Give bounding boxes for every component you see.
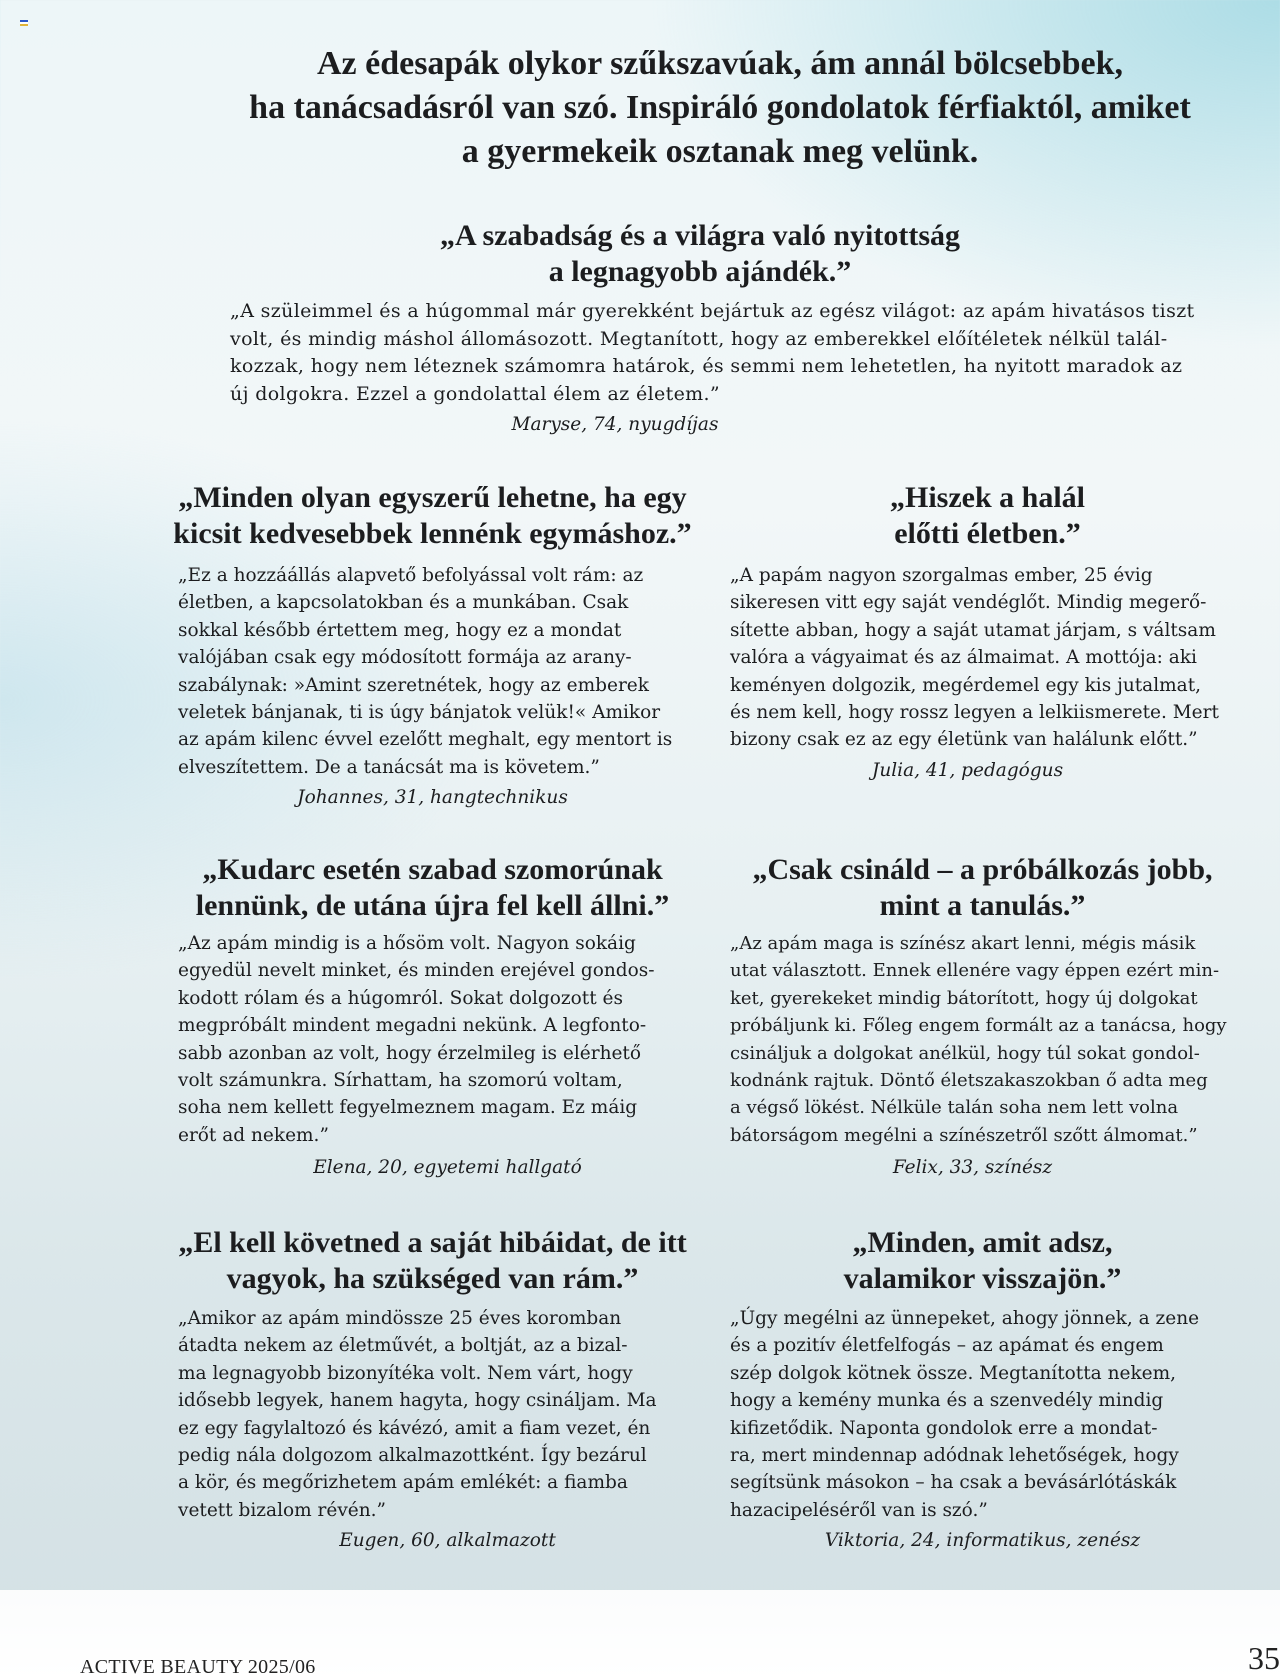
quote-elena [160,852,705,1178]
quote-body [230,298,1230,408]
quote-signature: Elena, 20, egyetemi hallgató [313,1157,582,1179]
body-line: a kör, és megőrizhetem apám emlékét: a fiamba [178,1472,628,1494]
flag-stripe-yellow [20,24,28,26]
body-line: „Amikor az apám mindössze 25 éves koromban [178,1308,622,1329]
quote-signature: Eugen, 60, alkalmazott [339,1530,556,1552]
quote-heading-line: előtti életben.” [894,517,1081,550]
body-line: utat választott. Ennek ellenére vagy éppen ezért min- [730,960,1220,982]
body-line: sítette abban, hogy a saját utamat járjam, s váltsam [730,619,1216,641]
color-flag-icon [20,20,28,26]
body-line: „Az apám maga is színész akart lenni, mégis másik [730,933,1196,954]
quote-signature: Julia, 41, pedagógus [871,759,1064,781]
quote-heading-line: a legnagyobb ajándék.” [548,255,852,288]
quote-signature: Felix, 33, színész [892,1157,1053,1179]
quote-heading-line: „A szabadság és a világra való nyitottság [439,219,961,252]
quote-body [730,930,1255,1149]
body-line: hazacipeléséről van is szó.” [730,1499,988,1521]
quote-heading-line: lennünk, de utána újra fel kell állni.” [195,889,670,922]
quote-heading-line: kicsit kedvesebbek lennénk egymáshoz.” [173,517,692,550]
body-line: próbáljunk ki. Főleg engem formált az a tanácsa, hogy [730,1015,1227,1037]
quote-heading-line: vagyok, ha szükséged van rám.” [226,1262,639,1295]
quote-heading [730,480,1245,552]
body-line: segítsünk másokon – ha csak a bevásárlótáskák [730,1472,1177,1494]
body-line: szabálynak: »Amint szeretnétek, hogy az emberek [178,674,649,696]
quote-body [178,930,705,1149]
quote-body [730,562,1245,754]
body-line: kodott rólam és a húgomról. Sokat dolgozott és [178,987,623,1009]
intro-line: a gyermekeik osztanak meg velünk. [461,133,979,170]
intro-line: Az édesapák olykor szűkszavúak, ám annál bölcsebbek, [316,45,1124,82]
quote-body [730,1305,1255,1524]
body-line: bizony csak ez az egy életünk van halálunk előtt.” [730,729,1198,751]
quote-signature: Johannes, 31, hangtechnikus [297,787,568,809]
body-line: és nem kell, hogy rossz legyen a lelkiismerete. Mert [730,702,1219,724]
body-line: sikeresen vitt egy saját vendéglőt. Mindig megerő- [730,592,1207,614]
body-line: ez egy fagylaltozó és kávézó, amit a fiam vezet, én [178,1417,651,1439]
quote-signature: Maryse, 74, nyugdíjas [511,414,719,435]
quote-felix [730,852,1255,1178]
quote-viktoria [730,1225,1255,1551]
body-line: egyedül nevelt minket, és minden erejével gondos- [178,960,655,982]
quote-heading [160,480,705,552]
body-line: valóra a vágyaimat és az álmaimat. A mottója: aki [730,647,1197,669]
magazine-issue: ACTIVE BEAUTY 2025/06 [80,1656,316,1678]
quote-heading [710,852,1255,924]
body-line: soha nem kellett fegyelmeznem magam. Ez máig [178,1097,638,1119]
body-line: ra, mert mindennap adódnak lehetőségek, hogy [730,1445,1179,1467]
quote-heading [170,218,1230,290]
body-line: csináljuk a dolgokat anélkül, hogy túl sokat gondol- [730,1042,1200,1064]
body-line: „Az apám mindig is a hősöm volt. Nagyon sokáig [178,933,636,954]
body-line: elveszítettem. De a tanácsát ma is követem.” [178,756,600,778]
quote-eugen [160,1225,705,1551]
quote-johannes [160,480,705,808]
body-line: „A papám nagyon szorgalmas ember, 25 évig [730,565,1153,586]
body-line: szép dolgok kötnek össze. Megtanította nekem, [730,1362,1177,1384]
body-line: „A szüleimmel és a húgommal már gyerekként bejártuk az egész világot: az apám hivatásos tiszt [230,300,1195,322]
body-line: volt számunkra. Sírhattam, ha szomorú voltam, [178,1070,623,1092]
body-line: sokkal később értettem meg, hogy ez a mondat [178,619,622,641]
page-number: 35 [1248,1640,1280,1676]
quote-heading [160,1225,705,1297]
body-line: ket, gyerekeket mindig bátorított, hogy új dolgokat [730,987,1198,1009]
quote-heading-line: mint a tanulás.” [879,889,1086,922]
body-line: kodnánk rajtuk. Döntő életszakaszokban ő adta meg [730,1070,1208,1092]
body-line: bátorságom megélni a színészetről szőtt álmomat.” [730,1124,1198,1146]
body-line: életben, a kapcsolatokban és a munkában. Csak [178,592,629,614]
body-line: „Úgy megélni az ünnepeket, ahogy jönnek, a zene [730,1308,1200,1329]
quote-heading [160,852,705,924]
quote-body [178,562,705,781]
quote-heading-line: „Hiszek a halál [889,481,1085,514]
quote-heading-line: „Minden olyan egyszerű lehetne, ha egy [178,481,687,514]
quote-heading [710,1225,1255,1297]
quote-heading-line: „Csak csináld – a próbálkozás jobb, [752,853,1213,886]
quote-maryse [230,218,1230,435]
body-line: volt, és mindig máshol állomásozott. Megtanított, hogy az emberekkel előítéletek nélkül talál- [230,327,1168,350]
quote-signature: Viktoria, 24, informatikus, zenész [824,1530,1141,1552]
intro-line: ha tanácsadásról van szó. Inspiráló gondolatok férfiaktól, amiket [249,89,1191,126]
body-line: ma legnagyobb bizonyítéka volt. Nem várt, hogy [178,1362,633,1384]
body-line: vetett bizalom révén.” [178,1499,386,1521]
quote-heading-line: valamikor visszajön.” [843,1262,1122,1295]
body-line: pedig nála dolgozom alkalmazottként. Így bezárul [178,1445,647,1467]
quote-heading-line: „El kell követned a saját hibáidat, de itt [178,1226,687,1259]
body-line: kifizetődik. Naponta gondolok erre a mondat- [730,1417,1158,1439]
body-line: a végső lökést. Nélküle talán soha nem lett volna [730,1097,1179,1119]
body-line: sabb azonban az volt, hogy érzelmileg is elérhető [178,1042,642,1064]
quote-heading-line: „Minden, amit adsz, [852,1226,1113,1259]
body-line: keményen dolgozik, megérdemel egy kis jutalmat, [730,674,1202,696]
body-line: „Ez a hozzáállás alapvető befolyással volt rám: az [178,565,644,586]
body-line: veletek bánjanak, ti is úgy bánjatok velük!« Amikor [178,702,661,724]
body-line: átadta nekem az életművét, a boltját, az a bizal- [178,1335,628,1357]
body-line: az apám kilenc évvel ezelőtt meghalt, egy mentort is [178,729,673,751]
quote-julia [730,480,1245,781]
intro-heading [150,42,1280,174]
quote-heading-line: „Kudarc esetén szabad szomorúnak [202,853,663,886]
body-line: valójában csak egy módosított formája az arany- [178,647,632,669]
body-line: hogy a kemény munka és a szenvedély mindig [730,1390,1164,1412]
body-line: megpróbált mindent megadni nekünk. A legfonto- [178,1015,647,1037]
body-line: kozzak, hogy nem léteznek számomra határok, és semmi nem lehetetlen, ha nyitott maradok az [230,355,1183,377]
body-line: új dolgokra. Ezzel a gondolattal élem az életem.” [230,382,720,405]
quote-body [178,1305,705,1524]
body-line: erőt ad nekem.” [178,1124,329,1146]
body-line: idősebb legyek, hanem hagyta, hogy csináljam. Ma [178,1390,657,1412]
body-line: és a pozitív életfelfogás – az apámat és engem [730,1335,1164,1357]
